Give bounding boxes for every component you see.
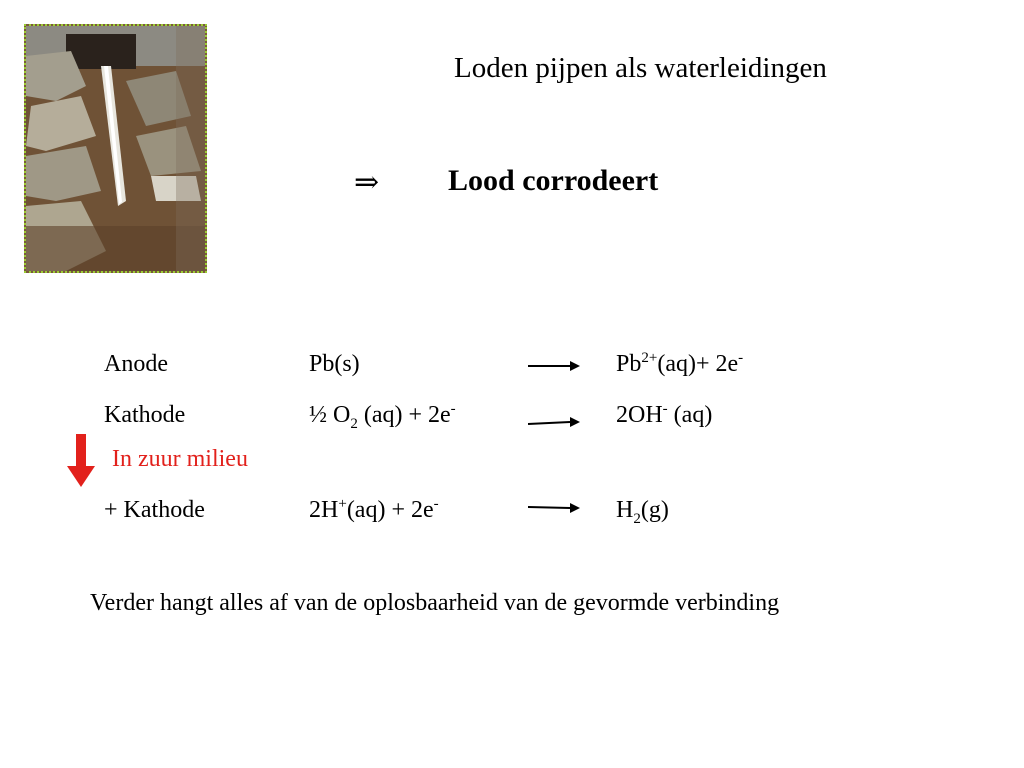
cathode-acid-product: $H_2(g)$ [616,497,669,527]
implies-symbol: ⇒ [354,166,380,199]
cathode-acid-label: + Kathode [104,497,205,523]
slide-subtitle: Lood corrodeert [448,164,659,197]
anode-arrow [528,358,580,374]
anode-label: Anode [104,351,168,377]
footer-note: Verder hangt alles af van de oplosbaarheid van de gevormde verbinding [90,590,780,616]
cathode-reactant: ½ $O_2$ (aq) + 2e- [309,401,456,432]
acid-note: In zuur milieu [112,446,248,472]
cathode-label: Kathode [104,402,186,428]
lead-pipe-photo [24,24,207,273]
cathode-product: 2OH- (aq) [616,401,713,428]
anode-product: $Pb^{2+}(aq)+ 2e^-$ [616,350,744,377]
down-arrow-icon [66,434,96,493]
cathode-acid-reactant: 2H+(aq) + 2e- [309,496,439,523]
slide-title: Loden pijpen als waterleidingen [454,52,827,84]
anode-reactant: Pb(s) [309,351,360,377]
cathode-arrow [528,415,580,431]
cathode-acid-arrow [528,500,580,516]
